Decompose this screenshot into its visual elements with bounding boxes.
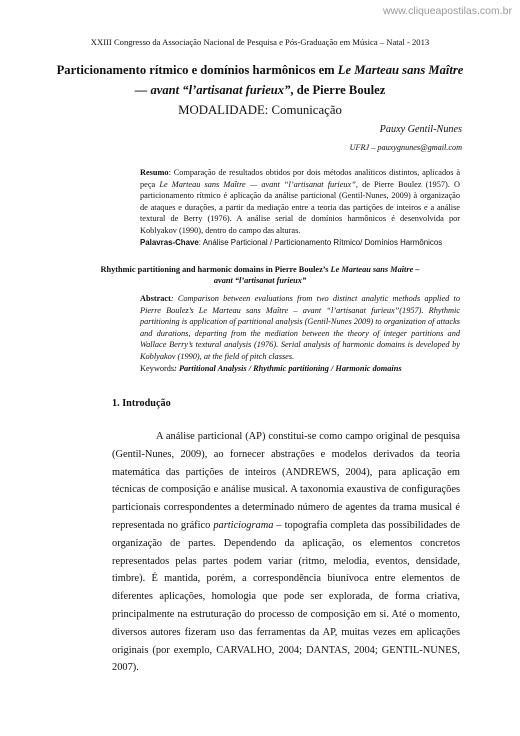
paper-title-line-1 (0, 63, 520, 78)
paper-title-line-2 (0, 83, 520, 98)
author-name: Pauxy Gentil-Nunes (379, 124, 462, 135)
palavras-label: Palavras-Chave (140, 238, 199, 247)
resumo-work-name: Le Marteau sans Maître — avant “l’artisanat furieux” (159, 179, 356, 189)
keywords-label: Keywords (140, 364, 175, 373)
intro-paragraph (112, 428, 460, 677)
intro-text-1: A análise particional (AP) constitui-se como campo original de pesquisa (Gentil-Nunes, 2009), ao fornecer abstrações e modelos derivados da teoria matemática das partições de inteiros (ANDREWS, 2004), para aplicação em técnicas de composição e análise musical. A taxonomia exaustiva de configurações particionais correspondentes a determinado número de agentes da trama musical é representada no gráfico (112, 431, 460, 531)
resumo-block (140, 167, 460, 237)
title-work-name: Le Marteau sans Maître (337, 63, 464, 77)
title-text-b: , de Pierre Boulez (290, 83, 386, 97)
resumo-label: Resumo (140, 168, 169, 177)
section-heading: 1. Introdução (112, 398, 171, 409)
english-title-line-1 (0, 264, 520, 275)
palavras-chave (140, 238, 442, 247)
intro-text-2: – topografia completa das possibilidades de organização de partes. Dependendo da aplicação, os elementos concretos representados pelas partes podem variar (ritmo, melodia, eventos, densidade, timbre). É mantida, porém, a correspondência biunívoca entre elementos de diferentes aplicações, homologia que pode ser explorada, de forma criativa, principalmente na estruturação do processo de composição em si. Até o momento, diversos autores fizeram uso das ferramentas da AP, muitas vezes em aplicações originais (por exemplo, CARVALHO, 2004; DANTAS, 2004; GENTIL-NUNES, 2007). (112, 519, 460, 674)
english-title-work: Le Marteau sans Maître – (330, 265, 420, 274)
english-title (0, 264, 520, 287)
resumo-text-2: , de Pierre Boulez (1957). O particionamento rítmico é aplicação da análise particional (Gentil-Nunes, 2009) à organização de ataques e durações, a partir da mediação entre a teoria das partições de inteiros e a análise textural de Berry (1976). A análise serial de domínios harmônicos é desenvolvida por Koblyakov (1990), dentro do campo das alturas. (140, 179, 460, 235)
conference-header: XXIII Congresso da Associação Nacional de Pesquisa e Pós-Graduação em Música – Natal - 2013 (90, 37, 430, 47)
author-affiliation: UFRJ – pauxygnunes@gmail.com (349, 143, 462, 152)
watermark-url[interactable]: www.cliqueapostilas.com.br (383, 5, 512, 17)
keywords-text: : Partitional Analysis / Rhythmic partitioning / Harmonic domains (174, 364, 402, 373)
abstract-text: : Comparison between evaluations from two distinct analytic methods applied to Pierre Boulez’s Le Marteau sans Maître – avant “l’artisanat furieux”(1957). Rhythmic partitioning is application of partitional analysis (Gentil-Nunes 2009) to organization of attacks and durations, departing from the mediation between the theory of integer partitions and Wallace Berry’s textural analysis (1976). Serial analysis of harmonic domains is developed by Koblyakov (1990), at the field of pitch classes. (140, 294, 460, 361)
abstract-label: Abstract (140, 294, 171, 303)
modality-line: MODALIDADE: Comunicação (178, 103, 342, 117)
abstract-block (140, 293, 460, 363)
resumo-text-1: : Comparação de resultados obtidos por dois métodos analíticos distintos, aplicados à peça (140, 168, 460, 189)
keywords (140, 364, 402, 373)
english-title-text: Rhythmic partitioning and harmonic domains in Pierre Boulez’s (100, 265, 331, 274)
palavras-text: : Análise Particional / Particionamento Rítmico/ Domínios Harmônicos (198, 238, 443, 247)
title-subtitle: — avant “l’artisanat furieux” (134, 83, 291, 97)
title-text-a: Particionamento rítmico e domínios harmônicos em (56, 63, 338, 77)
intro-term: particiograma (213, 519, 274, 531)
english-title-line-2: avant “l’artisanat furieux” (213, 276, 307, 286)
